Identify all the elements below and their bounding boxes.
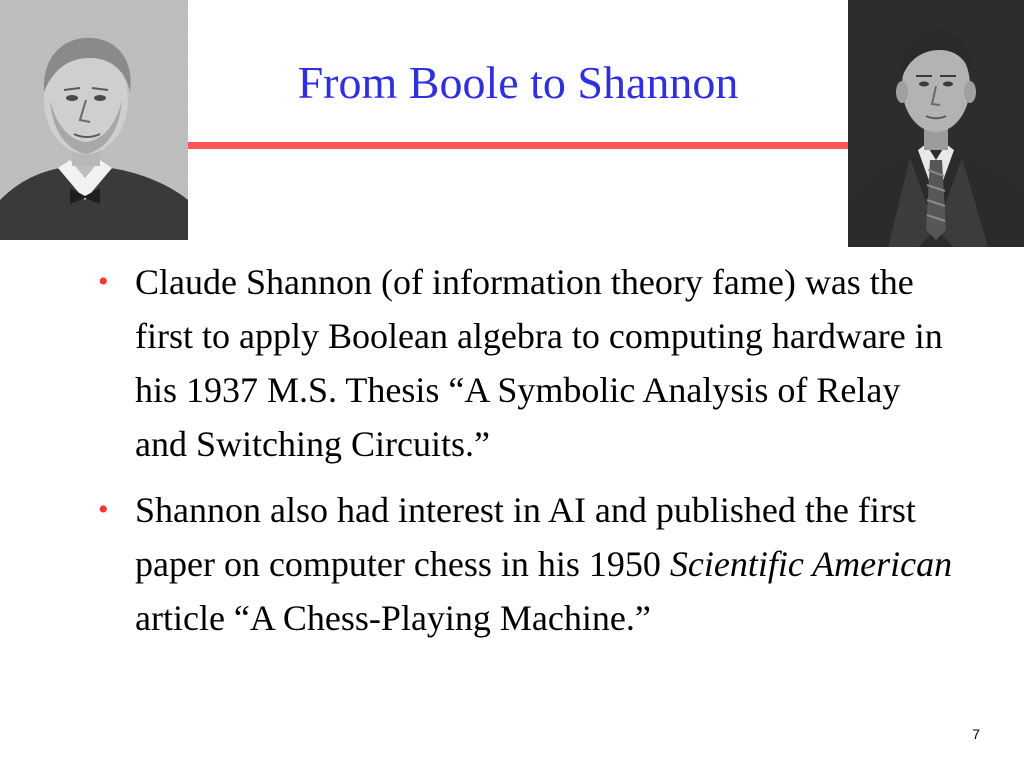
shannon-portrait-image xyxy=(848,0,1024,247)
portrait-photo-boole xyxy=(0,0,188,240)
bullet-text xyxy=(135,483,955,645)
bullet-item-shannon-boolean xyxy=(98,255,968,471)
bullet-text-part: Shannon also had interest in AI and published the first paper on computer chess in his 1950 xyxy=(135,490,916,584)
slide-title: From Boole to Shannon xyxy=(297,57,739,108)
portrait-photo-shannon xyxy=(848,0,1024,247)
bullet-item-shannon-chess xyxy=(98,483,968,645)
bullet-marker: • xyxy=(98,493,109,526)
bullet-marker: • xyxy=(98,265,109,298)
page-number: 7 xyxy=(972,726,980,742)
bullet-text: Claude Shannon (of information theory fame) was the first to apply Boolean algebra to computing hardware in his 1937 M.S. Thesis “A Symbolic Analysis of Relay and Switching Circuits.” xyxy=(135,262,943,464)
bullet-text-part: article “A Chess-Playing Machine.” xyxy=(135,598,651,638)
title-divider xyxy=(188,142,848,149)
bullet-list xyxy=(98,255,968,645)
publication-name: Scientific American xyxy=(669,544,953,584)
boole-portrait-image xyxy=(0,0,188,240)
